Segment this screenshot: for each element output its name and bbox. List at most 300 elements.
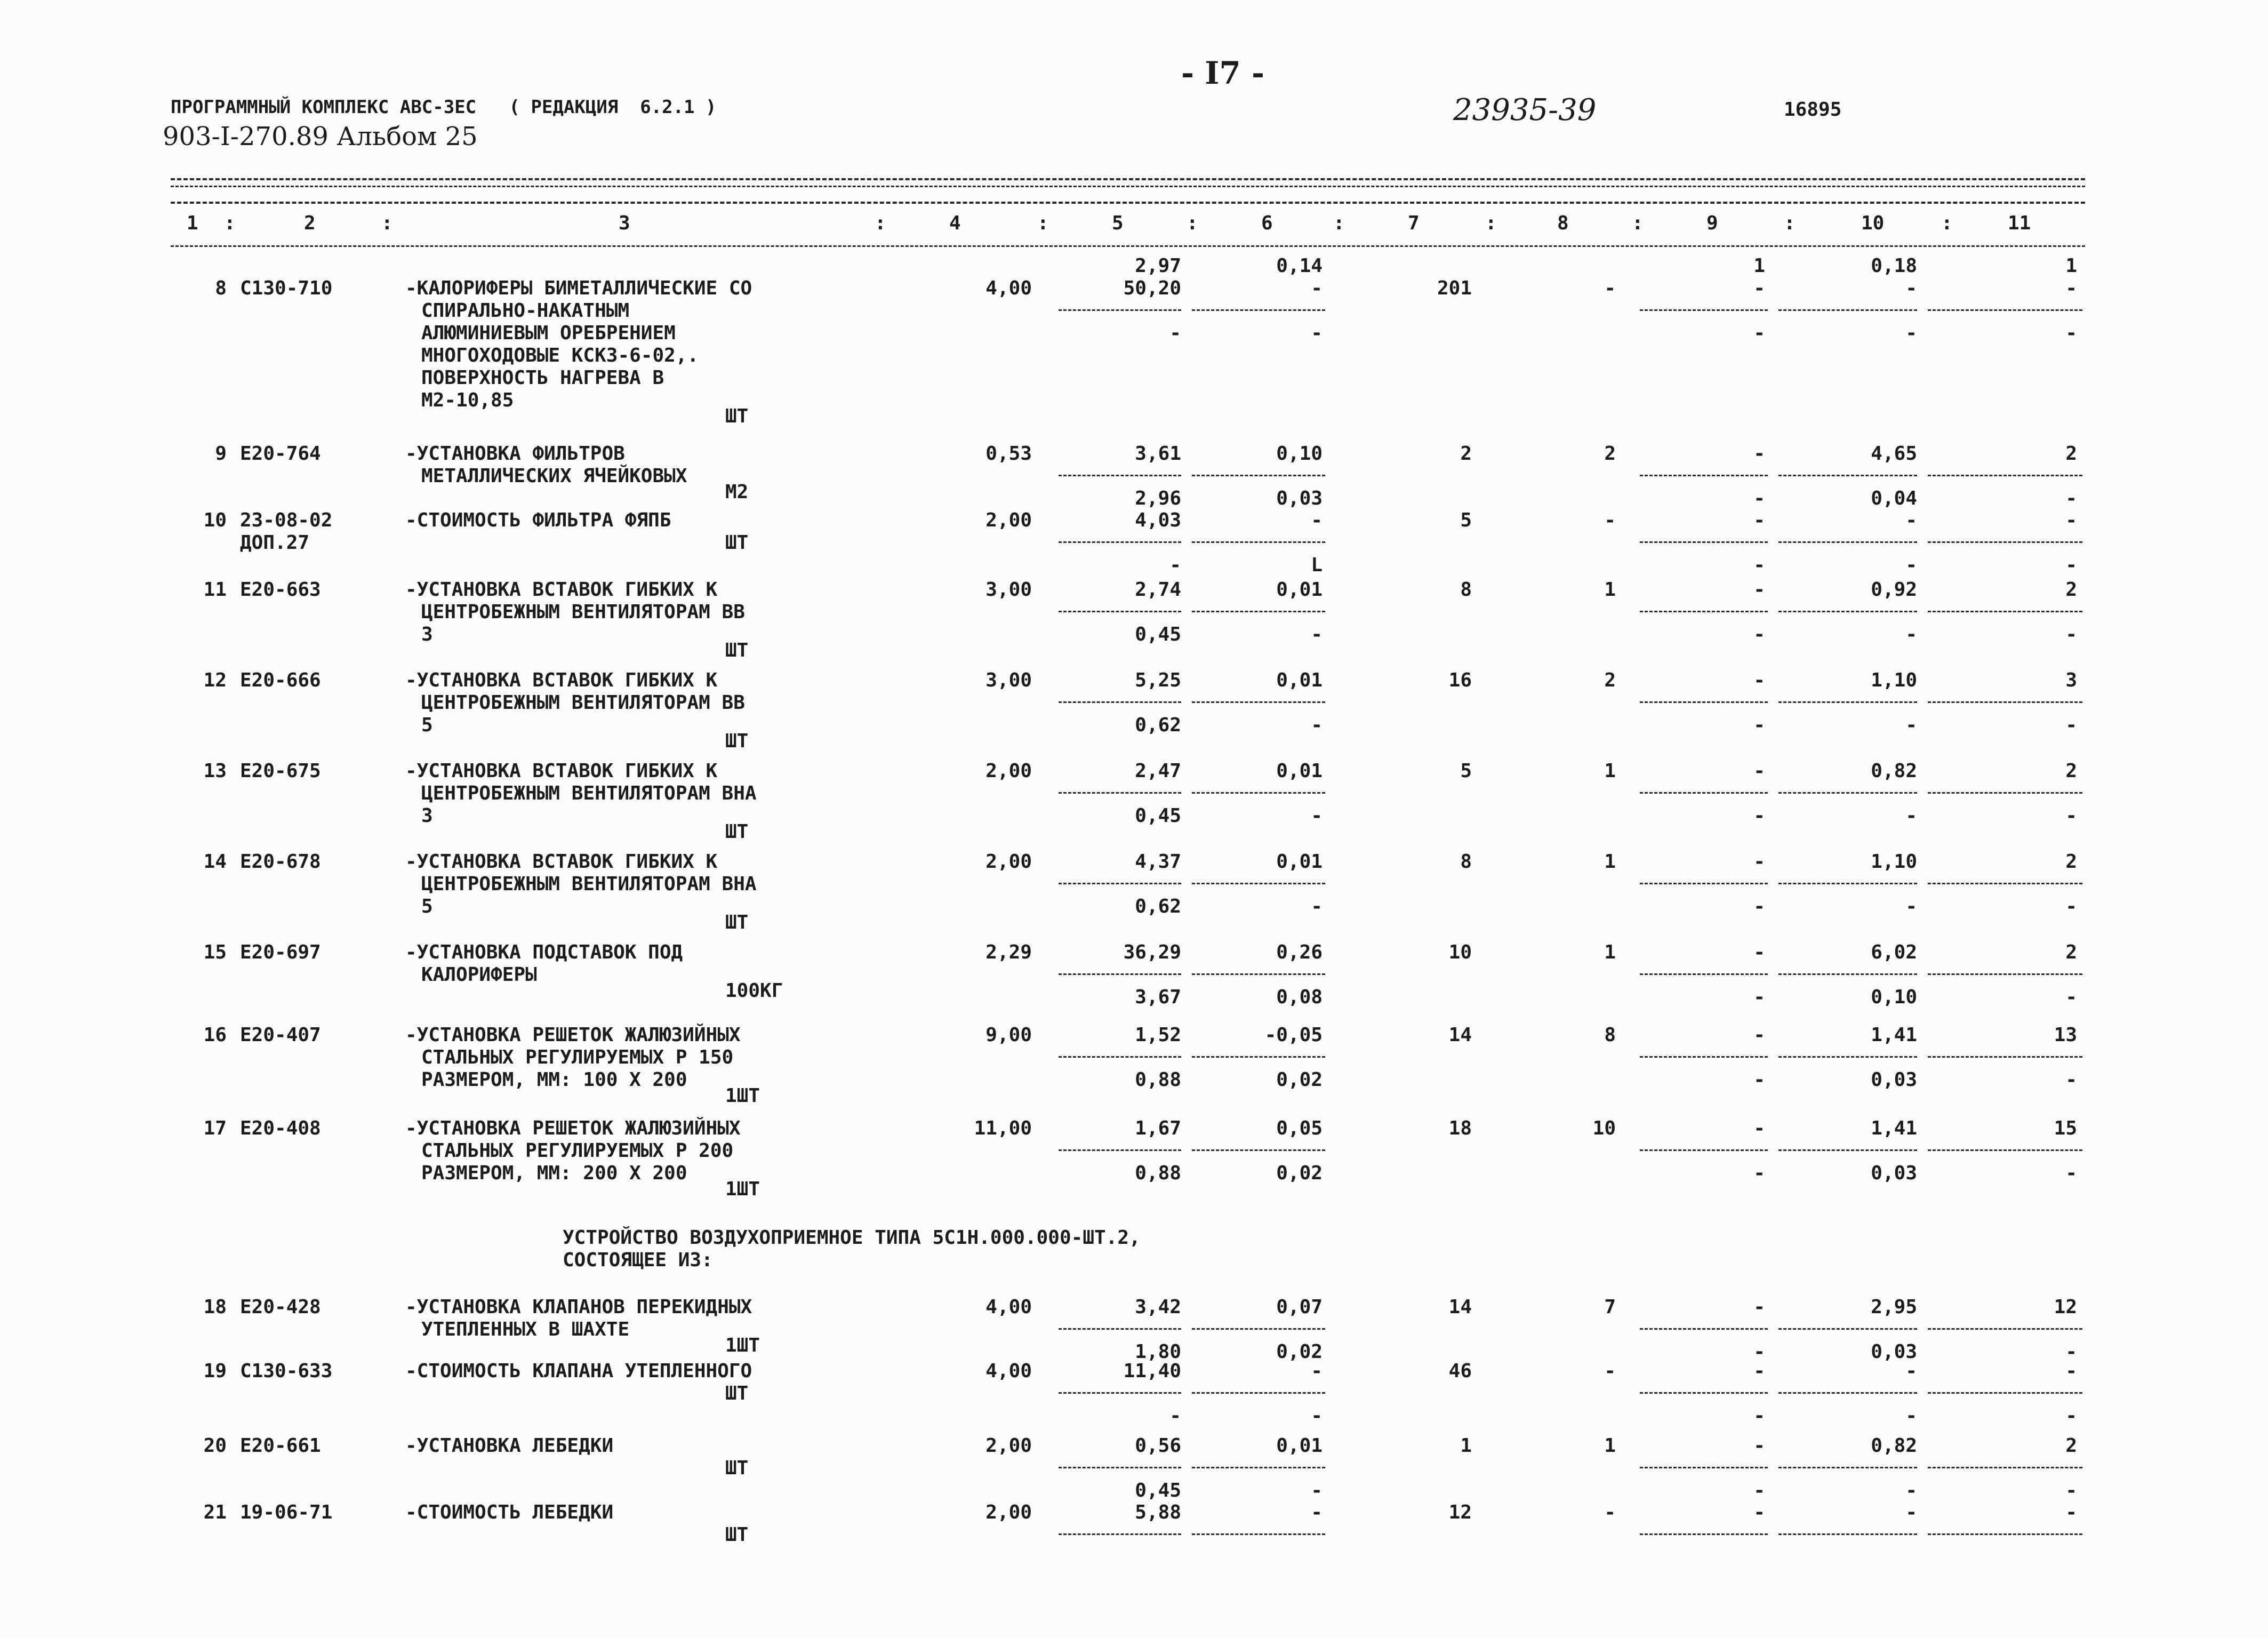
page-number: - I7 - <box>1181 55 1265 91</box>
cell-c5: 3,67 <box>1135 986 1181 1008</box>
cell-c9: - <box>1753 1162 1765 1184</box>
cell-c9: - <box>1753 941 1765 963</box>
row-unit: ШТ <box>725 1457 749 1479</box>
cell-c10: - <box>1905 277 1917 299</box>
cell-c6: 0,02 <box>1276 1069 1323 1091</box>
cell-c11: 2 <box>2065 579 2077 601</box>
cell-c5: 1,80 <box>1135 1341 1181 1363</box>
column-separator: : <box>1187 212 1198 234</box>
cell-c5: 11,40 <box>1123 1360 1181 1382</box>
cell-c8: - <box>1604 277 1616 299</box>
cell-c6: 0,02 <box>1276 1341 1323 1363</box>
row-description: -СТОИМОСТЬ ФИЛЬТРА ФЯПБ <box>405 509 671 531</box>
row-description: МЕТАЛЛИЧЕСКИХ ЯЧЕЙКОВЫХ <box>421 465 687 487</box>
cell-c10: - <box>1905 1405 1917 1427</box>
row-description: -УСТАНОВКА ФИЛЬТРОВ <box>405 443 625 465</box>
cell-c4: 2,00 <box>985 851 1032 873</box>
cell-c9: - <box>1753 896 1765 917</box>
row-code-suffix: ДОП.27 <box>240 532 310 554</box>
cell-c9: - <box>1753 1480 1765 1501</box>
cell-c9: - <box>1753 579 1765 601</box>
column-separator: : <box>1941 212 1953 234</box>
row-number: 8 <box>215 277 227 299</box>
cell-c5: 5,88 <box>1135 1501 1181 1523</box>
row-description: -УСТАНОВКА РЕШЕТОК ЖАЛЮЗИЙНЫХ <box>405 1024 741 1046</box>
cell-c7: 1 <box>1460 1435 1472 1457</box>
cell-c10: 6,02 <box>1871 941 1917 963</box>
cell-c6: - <box>1311 1501 1323 1523</box>
cell-c6: - <box>1311 1360 1323 1382</box>
cell-c11: 2 <box>2065 941 2077 963</box>
cell-divider <box>1640 792 1768 794</box>
row-description: -УСТАНОВКА КЛАПАНОВ ПЕРЕКИДНЫХ <box>405 1296 752 1318</box>
cell-divider <box>1928 1328 2082 1330</box>
cell-divider <box>1059 1149 1181 1151</box>
cell-divider <box>1928 1533 2082 1535</box>
column-header: 4 <box>949 212 961 234</box>
column-separator: : <box>1485 212 1497 234</box>
cell-c4: 2,00 <box>985 1501 1032 1523</box>
row-description: -СТОИМОСТЬ ЛЕБЕДКИ <box>405 1501 614 1523</box>
cell-c9: - <box>1753 851 1765 873</box>
cell-c8: - <box>1604 509 1616 531</box>
cell-divider <box>1192 792 1325 794</box>
row-description: -УСТАНОВКА ПОДСТАВОК ПОД <box>405 941 683 963</box>
cell-divider <box>1059 541 1181 543</box>
cell-c7: 8 <box>1460 579 1472 601</box>
column-header: 8 <box>1557 212 1569 234</box>
row-unit: ШТ <box>725 1383 749 1404</box>
cell-c7: 16 <box>1448 669 1472 691</box>
cell-c4: 3,00 <box>985 669 1032 691</box>
cell-c11: 2 <box>2065 1435 2077 1457</box>
row-unit: 1ШТ <box>725 1085 760 1107</box>
cell-c11: 15 <box>2054 1117 2077 1139</box>
row-description: СТАЛЬНЫХ РЕГУЛИРУЕМЫХ Р 150 <box>421 1046 734 1068</box>
cell-c6: 0,01 <box>1276 669 1323 691</box>
column-header: 1 <box>187 212 198 234</box>
cell-c6: - <box>1311 277 1323 299</box>
cell-c10: 0,03 <box>1871 1162 1917 1184</box>
cell-c5: - <box>1169 322 1181 344</box>
row-number: 15 <box>203 941 227 963</box>
cell-c10: 0,03 <box>1871 1069 1917 1091</box>
row-description: -УСТАНОВКА ЛЕБЕДКИ <box>405 1435 614 1457</box>
cell-divider <box>1192 1533 1325 1535</box>
album-title: 903-I-270.89 Альбом 25 <box>163 122 478 151</box>
column-separator: : <box>381 212 393 234</box>
cell-c9: - <box>1753 1069 1765 1091</box>
cell-divider <box>1059 1533 1181 1535</box>
row-code: Е20-764 <box>240 443 321 465</box>
cell-divider <box>1928 475 2082 476</box>
row-description: АЛЮМИНИЕВЫМ ОРЕБРЕНИЕМ <box>421 322 676 344</box>
cell-c10: 0,10 <box>1871 986 1917 1008</box>
cell-c6: 0,01 <box>1276 760 1323 782</box>
cell-divider <box>1059 792 1181 794</box>
cell-c9: - <box>1753 714 1765 736</box>
cell-c11: 3 <box>2065 669 2077 691</box>
row-unit: ШТ <box>725 532 749 554</box>
cell-c5: 50,20 <box>1123 277 1181 299</box>
cell-divider <box>1192 1467 1325 1468</box>
cell-c10: - <box>1905 805 1917 827</box>
cell-c7: 14 <box>1448 1296 1472 1318</box>
cell-c5: 0,88 <box>1135 1069 1181 1091</box>
row-description: -УСТАНОВКА ВСТАВОК ГИБКИХ К <box>405 851 718 873</box>
cell-c6: 0,26 <box>1276 941 1323 963</box>
column-header: 7 <box>1408 212 1420 234</box>
cell-c7: 10 <box>1448 941 1472 963</box>
cell-divider <box>1059 701 1181 703</box>
column-separator: : <box>1333 212 1345 234</box>
cell-c9: - <box>1753 443 1765 465</box>
cell-c6: - <box>1311 714 1323 736</box>
cell-c5: 0,88 <box>1135 1162 1181 1184</box>
cell-divider <box>1640 309 1768 311</box>
row-code: 19-06-71 <box>240 1501 333 1523</box>
cell-divider <box>1192 541 1325 543</box>
row-description: СПИРАЛЬНО-НАКАТНЫМ <box>421 300 630 322</box>
cell-c10: 0,82 <box>1871 760 1917 782</box>
row-description: ЦЕНТРОБЕЖНЫМ ВЕНТИЛЯТОРАМ ВНА <box>421 873 757 895</box>
row-code: Е20-663 <box>240 579 321 601</box>
cell-c10: - <box>1905 714 1917 736</box>
cell-c10: 1,10 <box>1871 669 1917 691</box>
cell-divider <box>1059 973 1181 975</box>
cell-c11: - <box>2065 805 2077 827</box>
cell-c7: 12 <box>1448 1501 1472 1523</box>
cell-divider <box>1192 1392 1325 1394</box>
cell-c11: - <box>2065 1341 2077 1363</box>
row-unit: ШТ <box>725 821 749 843</box>
row-description: -УСТАНОВКА ВСТАВОК ГИБКИХ К <box>405 579 718 601</box>
cell-c5: 0,45 <box>1135 805 1181 827</box>
row-description: -КАЛОРИФЕРЫ БИМЕТАЛЛИЧЕСКИЕ СО <box>405 277 752 299</box>
row-number: 16 <box>203 1024 227 1046</box>
cell-c11: - <box>2065 554 2077 576</box>
cell-c9: - <box>1753 669 1765 691</box>
cell-c8: 8 <box>1604 1024 1616 1046</box>
cell-c9: - <box>1753 760 1765 782</box>
cell-divider <box>1059 611 1181 612</box>
row-unit: ШТ <box>725 405 749 427</box>
cell-c10: - <box>1905 1360 1917 1382</box>
row-number: 19 <box>203 1360 227 1382</box>
row-number: 13 <box>203 760 227 782</box>
row-code: Е20-407 <box>240 1024 321 1046</box>
cell-divider <box>1928 973 2082 975</box>
cell-c4: 4,00 <box>985 1296 1032 1318</box>
cell-divider <box>1928 1392 2082 1394</box>
row-code: Е20-678 <box>240 851 321 873</box>
cell-c5: 2,47 <box>1135 760 1181 782</box>
cell-c7: 5 <box>1460 509 1472 531</box>
cell-c11: 1 <box>2065 255 2077 277</box>
cell-c9: - <box>1753 1296 1765 1318</box>
row-description: УТЕПЛЕННЫХ В ШАХТЕ <box>421 1319 630 1340</box>
cell-divider <box>1928 792 2082 794</box>
row-unit: ШТ <box>725 640 749 661</box>
cell-c9: - <box>1753 1435 1765 1457</box>
cell-c10: - <box>1905 554 1917 576</box>
section-title-line-1: УСТРОЙСТВО ВОЗДУХОПРИЕМНОЕ ТИПА 5С1Н.000.000-ШТ.2, <box>563 1227 1141 1249</box>
row-code: Е20-428 <box>240 1296 321 1318</box>
cell-c11: 2 <box>2065 760 2077 782</box>
row-code: С130-633 <box>240 1360 333 1382</box>
cell-c11: - <box>2065 1480 2077 1501</box>
cell-c5: 0,62 <box>1135 714 1181 736</box>
row-number: 11 <box>203 579 227 601</box>
row-unit: М2 <box>725 481 749 503</box>
row-code: Е20-661 <box>240 1435 321 1457</box>
cell-divider <box>1640 475 1768 476</box>
cell-c6: 0,01 <box>1276 579 1323 601</box>
cell-divider <box>1778 475 1917 476</box>
cell-divider <box>1928 883 2082 884</box>
cell-c4: 2,00 <box>985 1435 1032 1457</box>
cell-c7: 5 <box>1460 760 1472 782</box>
cell-c5: 0,56 <box>1135 1435 1181 1457</box>
cell-c9: - <box>1753 1341 1765 1363</box>
cell-c9: 1 <box>1753 255 1765 277</box>
cell-c10: - <box>1905 509 1917 531</box>
column-separator: : <box>1037 212 1049 234</box>
row-description: ПОВЕРХНОСТЬ НАГРЕВА В <box>421 367 664 389</box>
row-description: -СТОИМОСТЬ КЛАПАНА УТЕПЛЕННОГО <box>405 1360 752 1382</box>
cell-divider <box>1640 973 1768 975</box>
cell-c6: - <box>1311 1480 1323 1501</box>
cell-divider <box>1640 1056 1768 1058</box>
cell-c8: 10 <box>1592 1117 1616 1139</box>
cell-c5: 0,62 <box>1135 896 1181 917</box>
cell-c11: 13 <box>2054 1024 2077 1046</box>
cell-c6: - <box>1311 322 1323 344</box>
cell-c10: 1,41 <box>1871 1117 1917 1139</box>
cell-c6: - <box>1311 805 1323 827</box>
cell-divider <box>1928 541 2082 543</box>
row-description: -УСТАНОВКА ВСТАВОК ГИБКИХ К <box>405 760 718 782</box>
cell-c7: 46 <box>1448 1360 1472 1382</box>
row-code: С130-710 <box>240 277 333 299</box>
column-separator: : <box>224 212 236 234</box>
column-separator: : <box>1784 212 1796 234</box>
column-header: 10 <box>1861 212 1885 234</box>
cell-c10: 0,04 <box>1871 488 1917 509</box>
column-separator: : <box>1632 212 1644 234</box>
row-description: 3 <box>421 805 433 827</box>
cell-c8: 1 <box>1604 851 1616 873</box>
row-description: ЦЕНТРОБЕЖНЫМ ВЕНТИЛЯТОРАМ ВНА <box>421 782 757 804</box>
cell-c8: 7 <box>1604 1296 1616 1318</box>
row-description: 3 <box>421 624 433 645</box>
cell-c10: 0,03 <box>1871 1341 1917 1363</box>
cell-c7: 2 <box>1460 443 1472 465</box>
cell-c10: 2,95 <box>1871 1296 1917 1318</box>
cell-c4: 2,00 <box>985 760 1032 782</box>
cell-c6: L <box>1311 554 1323 576</box>
cell-c10: 0,92 <box>1871 579 1917 601</box>
cell-divider <box>1778 701 1917 703</box>
cell-divider <box>1059 309 1181 311</box>
cell-c8: 1 <box>1604 1435 1616 1457</box>
cell-c6: 0,10 <box>1276 443 1323 465</box>
cell-c4: 2,00 <box>985 509 1032 531</box>
cell-c9: - <box>1753 624 1765 645</box>
cell-c5: 0,45 <box>1135 624 1181 645</box>
row-code: 23-08-02 <box>240 509 333 531</box>
cell-c6: - <box>1311 896 1323 917</box>
column-header: 6 <box>1261 212 1273 234</box>
row-unit: ШТ <box>725 912 749 933</box>
row-code: Е20-666 <box>240 669 321 691</box>
cell-c10: - <box>1905 1501 1917 1523</box>
cell-c6: -0,05 <box>1264 1024 1323 1046</box>
row-number: 9 <box>215 443 227 465</box>
cell-c5: 3,61 <box>1135 443 1181 465</box>
row-unit: ШТ <box>725 730 749 752</box>
cell-c5: 36,29 <box>1123 941 1181 963</box>
cell-c9: - <box>1753 322 1765 344</box>
cell-divider <box>1192 309 1325 311</box>
cell-c9: - <box>1753 1024 1765 1046</box>
row-description: РАЗМЕРОМ, ММ: 100 Х 200 <box>421 1069 687 1091</box>
cell-c7: 201 <box>1437 277 1472 299</box>
row-description: -УСТАНОВКА РЕШЕТОК ЖАЛЮЗИЙНЫХ <box>405 1117 741 1139</box>
cell-divider <box>1640 1392 1768 1394</box>
row-description: 5 <box>421 714 433 736</box>
cell-c7: 8 <box>1460 851 1472 873</box>
row-number: 21 <box>203 1501 227 1523</box>
program-title: ПРОГРАММНЫЙ КОМПЛЕКС АВС-3ЕС ( РЕДАКЦИЯ 6.2.1 ) <box>171 97 717 118</box>
cell-c5: 5,25 <box>1135 669 1181 691</box>
cell-divider <box>1778 309 1917 311</box>
cell-c5: 2,96 <box>1135 488 1181 509</box>
cell-c5: - <box>1169 554 1181 576</box>
cell-c6: - <box>1311 1405 1323 1427</box>
cell-c5: 3,42 <box>1135 1296 1181 1318</box>
row-unit: ШТ <box>725 1524 749 1546</box>
cell-divider <box>1640 611 1768 612</box>
cell-c6: 0,01 <box>1276 1435 1323 1457</box>
row-code: Е20-675 <box>240 760 321 782</box>
cell-c4: 4,00 <box>985 1360 1032 1382</box>
column-header: 5 <box>1112 212 1124 234</box>
cell-divider <box>1640 1467 1768 1468</box>
cell-c6: 0,14 <box>1276 255 1323 277</box>
cell-c8: 1 <box>1604 941 1616 963</box>
cell-c5: 2,74 <box>1135 579 1181 601</box>
cell-divider <box>1640 541 1768 543</box>
cell-divider <box>1928 309 2082 311</box>
row-description: 5 <box>421 896 433 917</box>
cell-divider <box>1778 1056 1917 1058</box>
cell-divider <box>1059 475 1181 476</box>
cell-c5: 1,52 <box>1135 1024 1181 1046</box>
cell-c11: - <box>2065 488 2077 509</box>
cell-divider <box>1192 475 1325 476</box>
cell-c8: 2 <box>1604 669 1616 691</box>
cell-divider <box>1059 1467 1181 1468</box>
cell-c5: - <box>1169 1405 1181 1427</box>
cell-c11: - <box>2065 896 2077 917</box>
cell-c11: - <box>2065 714 2077 736</box>
cell-c7: 14 <box>1448 1024 1472 1046</box>
cell-c10: 1,41 <box>1871 1024 1917 1046</box>
cell-c5: 0,45 <box>1135 1480 1181 1501</box>
row-number: 14 <box>203 851 227 873</box>
cell-divider <box>1778 1467 1917 1468</box>
cell-divider <box>1928 611 2082 612</box>
cell-c8: 1 <box>1604 760 1616 782</box>
row-description: РАЗМЕРОМ, ММ: 200 Х 200 <box>421 1162 687 1184</box>
cell-divider <box>1192 1328 1325 1330</box>
cell-c9: - <box>1753 986 1765 1008</box>
cell-c11: - <box>2065 1162 2077 1184</box>
cell-c6: - <box>1311 624 1323 645</box>
cell-c7: 18 <box>1448 1117 1472 1139</box>
cell-c4: 9,00 <box>985 1024 1032 1046</box>
row-code: Е20-697 <box>240 941 321 963</box>
cell-divider <box>1778 611 1917 612</box>
cell-c6: 0,05 <box>1276 1117 1323 1139</box>
cell-c5: 1,67 <box>1135 1117 1181 1139</box>
cell-divider <box>1059 1328 1181 1330</box>
cell-c10: - <box>1905 624 1917 645</box>
row-description: МНОГОХОДОВЫЕ КСК3-6-02,. <box>421 345 699 366</box>
cell-c11: - <box>2065 986 2077 1008</box>
cell-divider <box>1928 1467 2082 1468</box>
cell-c11: - <box>2065 1405 2077 1427</box>
cell-divider <box>1192 883 1325 884</box>
cell-divider <box>1640 883 1768 884</box>
cell-divider <box>1778 1328 1917 1330</box>
cell-divider <box>1640 1149 1768 1151</box>
cell-divider <box>1192 973 1325 975</box>
cell-divider <box>1640 1328 1768 1330</box>
cell-divider <box>1778 1533 1917 1535</box>
row-description: КАЛОРИФЕРЫ <box>421 964 537 986</box>
cell-c8: 1 <box>1604 579 1616 601</box>
cell-c11: 12 <box>2054 1296 2077 1318</box>
cell-c11: - <box>2065 1360 2077 1382</box>
row-description: -УСТАНОВКА ВСТАВОК ГИБКИХ К <box>405 669 718 691</box>
row-description: М2-10,85 <box>421 389 514 411</box>
row-unit: 1ШТ <box>725 1178 760 1200</box>
cell-c10: - <box>1905 896 1917 917</box>
row-description: СТАЛЬНЫХ РЕГУЛИРУЕМЫХ Р 200 <box>421 1140 734 1162</box>
cell-c10: 0,18 <box>1871 255 1917 277</box>
cell-c6: 0,07 <box>1276 1296 1323 1318</box>
cell-c4: 11,00 <box>974 1117 1032 1139</box>
cell-divider <box>1059 1392 1181 1394</box>
cell-divider <box>1928 1149 2082 1151</box>
cell-divider <box>1928 701 2082 703</box>
cell-c10: - <box>1905 322 1917 344</box>
cell-divider <box>1192 701 1325 703</box>
cell-c10: 4,65 <box>1871 443 1917 465</box>
cell-divider <box>1778 973 1917 975</box>
cell-c9: - <box>1753 1117 1765 1139</box>
cell-c8: 2 <box>1604 443 1616 465</box>
cell-c6: 0,08 <box>1276 986 1323 1008</box>
cell-c11: - <box>2065 624 2077 645</box>
cell-c10: 0,82 <box>1871 1435 1917 1457</box>
column-header: 2 <box>304 212 316 234</box>
column-header: 3 <box>619 212 630 234</box>
cell-c9: - <box>1753 1405 1765 1427</box>
row-number: 10 <box>203 509 227 531</box>
